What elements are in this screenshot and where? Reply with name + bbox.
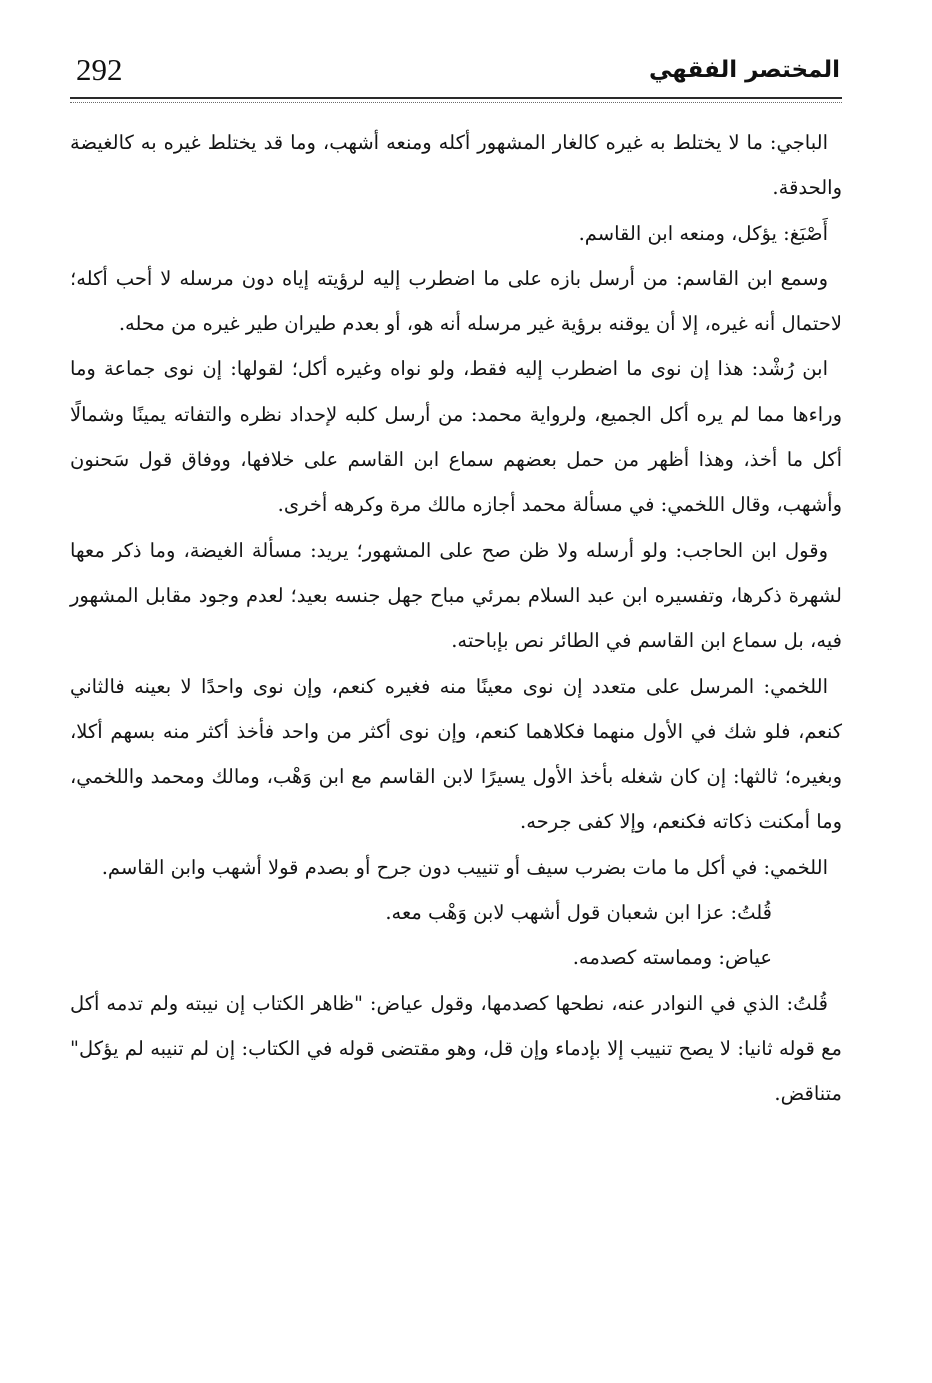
paragraph: قُلتُ: الذي في النوادر عنه، نطحها كصدمها، وقول عياض: "ظاهر الكتاب إن نيبته ولم تدمه أكل مع قوله ثانيا: لا يصح تنييب إلا بإدماء وإن قل، وهو مقتضى قوله في الكتاب: إن لم تنيبه لم يؤكل" متناقض. bbox=[70, 991, 842, 1106]
paragraph: أَصْبَغ: يؤكل، ومنعه ابن القاسم. bbox=[578, 221, 828, 245]
paragraph: عياض: ومماسته كصدمه. bbox=[572, 946, 772, 970]
running-title: المختصر الفقهي bbox=[649, 57, 840, 83]
page-number: 292 bbox=[76, 52, 123, 87]
paragraph: وسمع ابن القاسم: من أرسل بازه على ما اضطرب إليه لرؤيته إياه دون مرسله لا أحب أكله؛ لاحتمال أنه غيره، إلا أن يوقنه برؤية غير مرسله أنه هو، أو بعدم طيران طير غيره من محله. bbox=[70, 266, 842, 336]
paragraph: اللخمي: في أكل ما مات بضرب سيف أو تنييب دون جرح أو بصدم قولا أشهب وابن القاسم. bbox=[101, 855, 828, 879]
paragraph: وقول ابن الحاجب: ولو أرسله ولا ظن صح على المشهور؛ يريد: مسألة الغيضة، وما ذكر معها لشهرة ذكرها، وتفسيره ابن عبد السلام بمرئي مباح جهل جنسه بعيد؛ لعدم وجود مقابل المشهور فيه، بل سماع ابن القاسم في الطائر نص بإباحته. bbox=[70, 538, 842, 653]
page-header bbox=[70, 50, 842, 98]
paragraph: قُلتُ: عزا ابن شعبان قول أشهب لابن وَهْب معه. bbox=[385, 901, 772, 925]
paragraph: ابن رُشْد: هذا إن نوى ما اضطرب إليه فقط، ولو نواه وغيره أكل؛ لقولها: إن نوى جماعة وما وراءها مما لم يره أكل الجميع، ولرواية محمد: من أرسل كلبه لإحداد نظره والتفاته يمينًا وشمالًا أكل ما أخذ، وهذا أظهر من حمل بعضهم سماع ابن القاسم على خلافها، ووفاق قول سَحنون وأشهب، وقال اللخمي: في مسألة محمد أجازه مالك مرة وكرهه أخرى. bbox=[70, 357, 842, 517]
header-rule-dotted bbox=[70, 102, 842, 103]
paragraph: اللخمي: المرسل على متعدد إن نوى معينًا منه فغيره كنعم، وإن نوى واحدًا لا بعينه فالثاني كنعم، فلو شك في الأول منهما فكلاهما كنعم، وإن نوى أكثر من واحد فأخذ أكثر منه بسهم أكلا، وبغيره؛ ثالثها: إن كان شغله بأخذ الأول يسيرًا لابن القاسم مع ابن وَهْب، ومالك ومحمد واللخمي، وما أمكنت ذكاته فكنعم، وإلا كفى جرحه. bbox=[70, 674, 842, 834]
paragraph: الباجي: ما لا يختلط به غيره كالغار المشهور أكله ومنعه أشهب، وما قد يختلط غيره به كالغيضة والحدقة. bbox=[70, 131, 842, 200]
header-rule bbox=[70, 97, 842, 99]
body-text bbox=[70, 120, 842, 1117]
